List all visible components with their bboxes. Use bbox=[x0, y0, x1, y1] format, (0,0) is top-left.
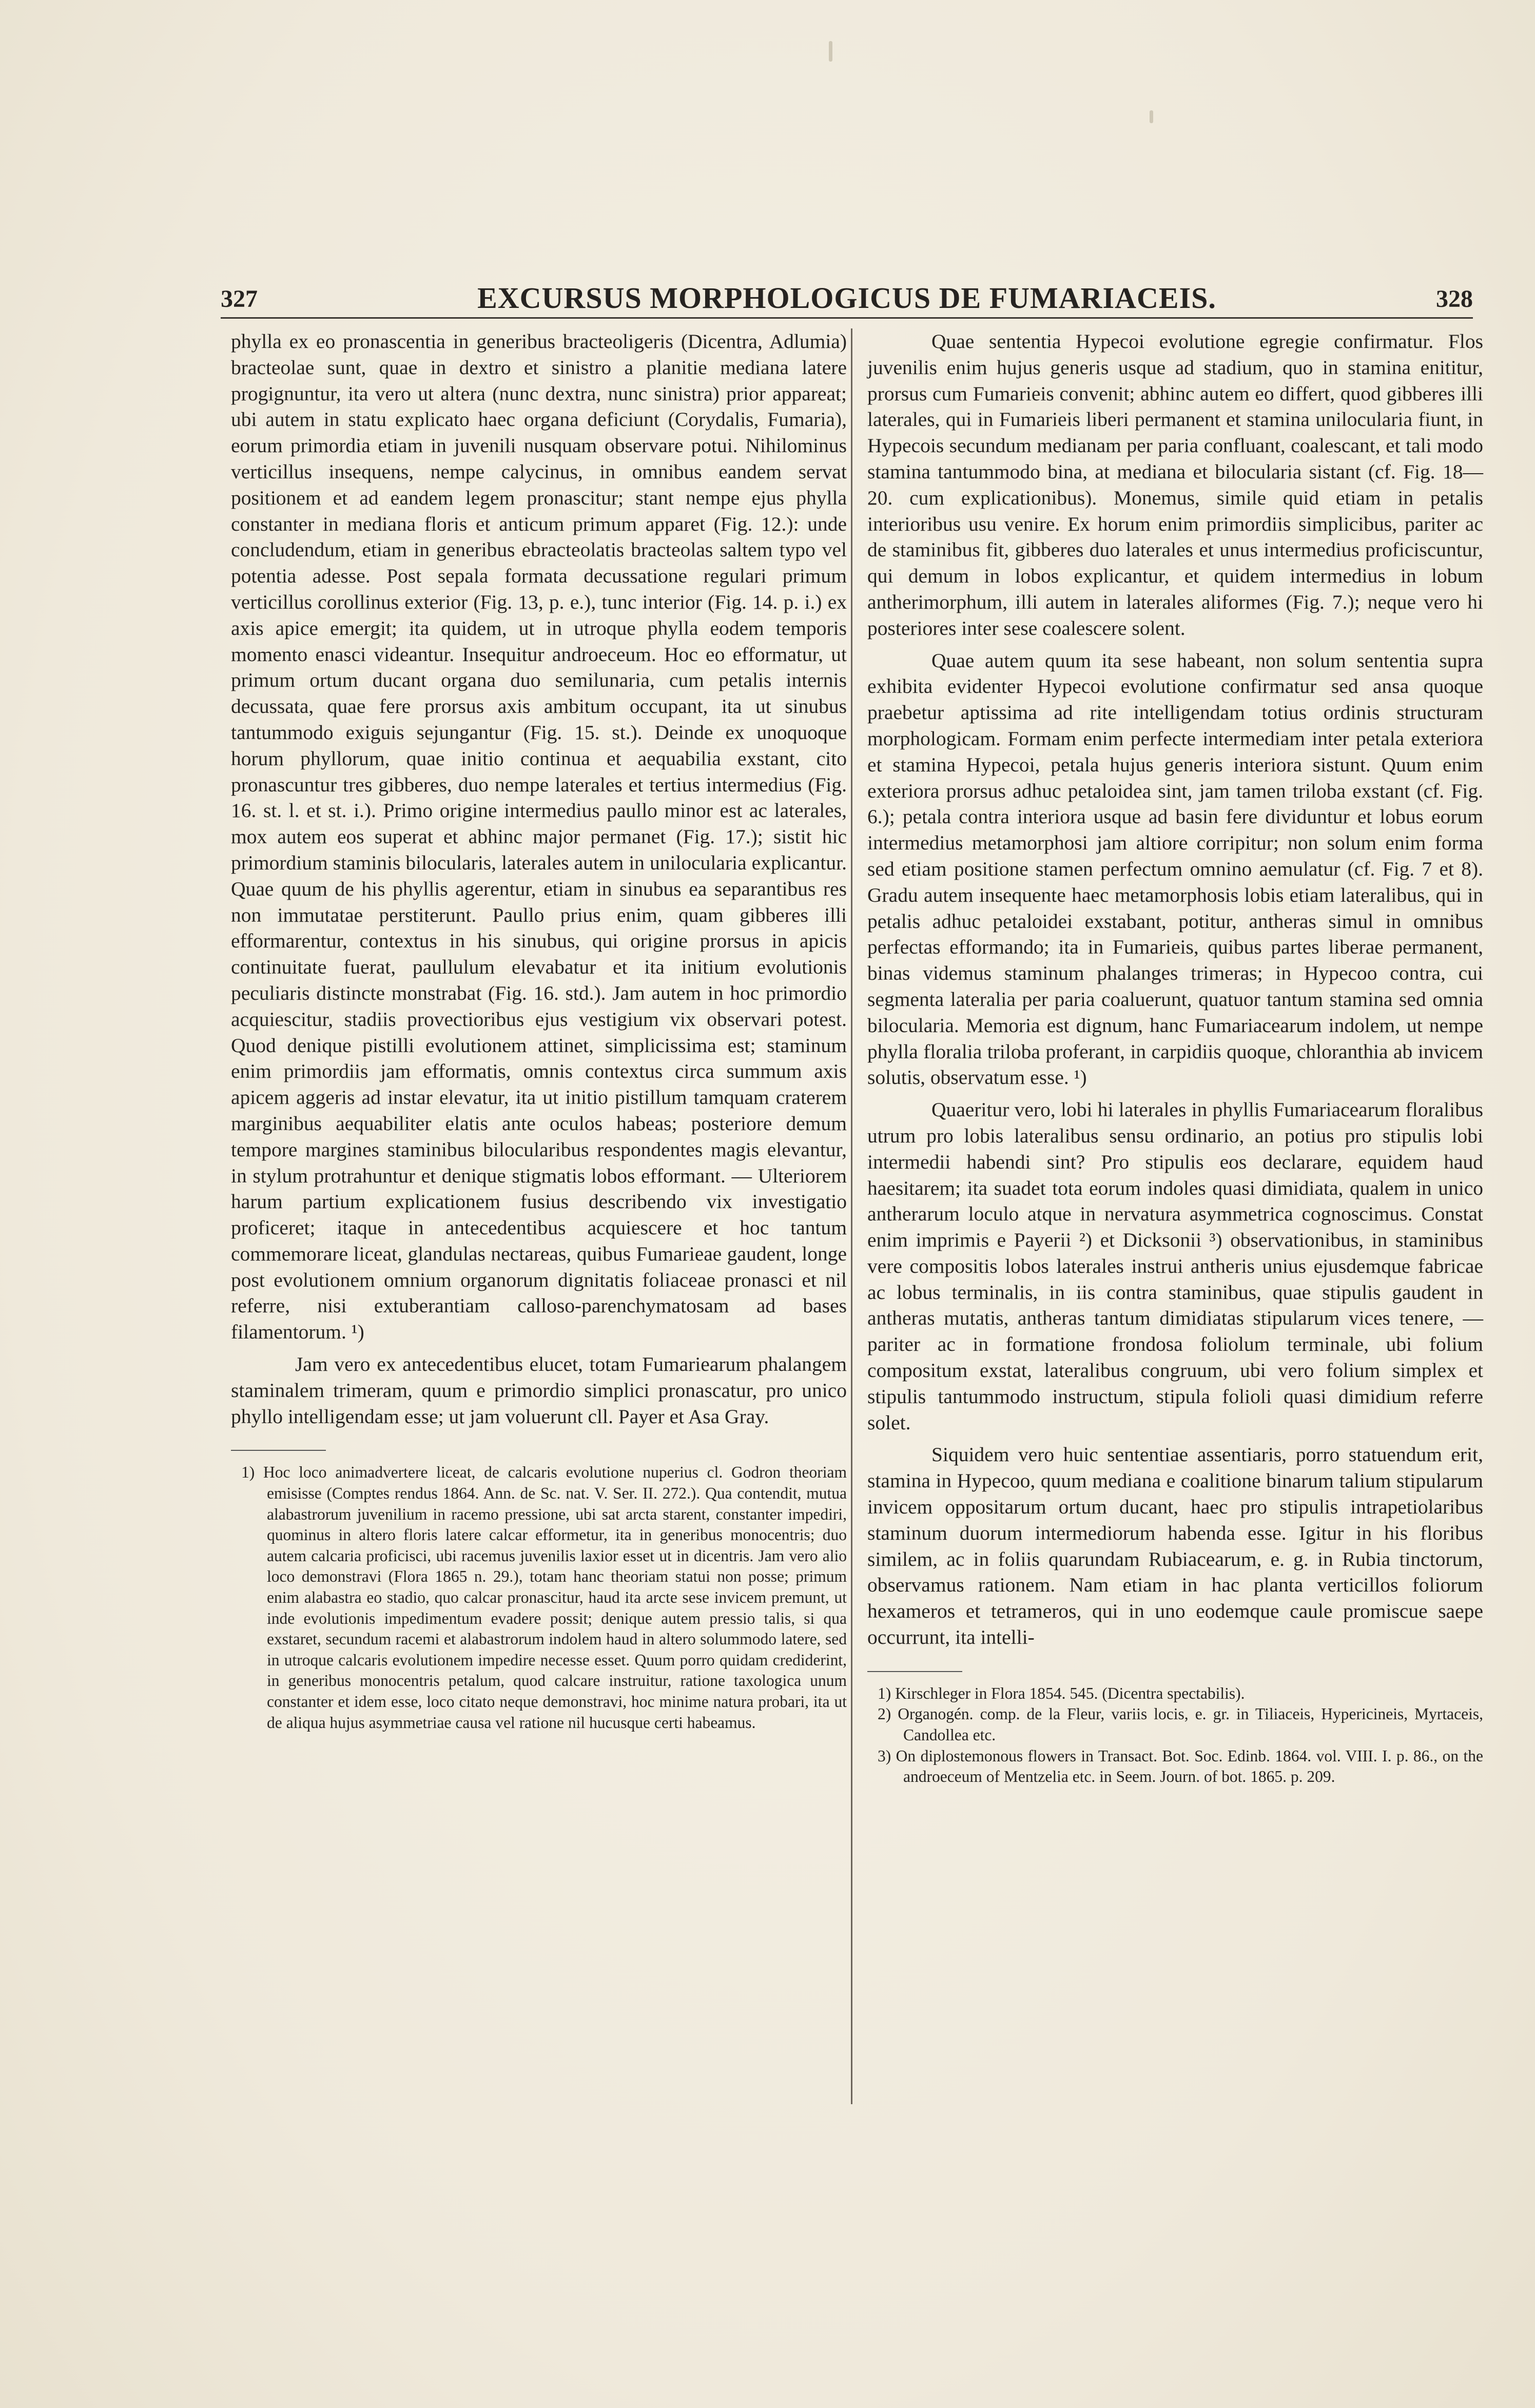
body-paragraph: Quaeritur vero, lobi hi laterales in phyllis Fumariacearum floralibus utrum pro lobis lateralibus sensu ordinario, an potius pro stipulis lobi intermedii habendi sint? Pro stipulis eos declarare, equidem haud haesitarem; ita suadet tota eorum indoles quasi dimidiata, qualem in unico antherarum loculo atque in nervatura asymmetrica cognoscimus. Constat enim imprimis e Payerii ²) et Dicksonii ³) observationibus, in staminibus vere compositis lobos laterales instrui antheris unius ejusdemque fabricae ac lobus terminalis, in iis contra staminibus, quae stipulis gaudent in antheras mutatis, antheras tantum dimidiatas stipularum vices tenere, — pariter ac in formatione frondosa foliolum terminale, ubi folium compositum exstat, lateralibus congruum, ubi vero folium simplex et stipulis tantummodo instructum, stipula folioli quasi dimidium referre solet. bbox=[867, 1098, 1483, 1434]
page-number-right: 328 bbox=[1436, 285, 1473, 313]
running-header bbox=[221, 281, 1473, 326]
running-title: EXCURSUS MORPHOLOGICUS DE FUMARIACEIS. bbox=[477, 281, 1216, 315]
footnotes bbox=[231, 1462, 847, 1733]
footnote-rule bbox=[867, 1671, 962, 1672]
footnote: 2) Organogén. comp. de la Fleur, variis locis, e. gr. in Tiliaceis, Hypericineis, Myrtaceis, Candollea etc. bbox=[878, 1705, 1483, 1744]
page-number-left: 327 bbox=[221, 285, 258, 313]
footnote: 1) Hoc loco animadvertere liceat, de calcaris evolutione nuperius cl. Godron theoriam emisisse (Comptes rendus 1864. Ann. de Sc. nat. V. Ser. II. 272.). Qua contendit, mutua alabastrorum juvenilium in racemo pressione, ubi sat arcta starent, constanter impediri, quominus in altero floris latere calcar efformetur, ita in generibus monocentris; duo autem calcaria proficisci, ubi racemus juvenilis laxior esset ut in dicentris. Jam vero alio loco demonstravi (Flora 1865 n. 29.), totam hanc theoriam statui non posse; primum enim alabastra eo stadio, quo calcar pronascitur, haud ita arcte sese invicem premunt, ut inde evolutionis impedimentum evadere possit; denique autem pressio talis, si qua exstaret, secundum racemi et alabastrorum indolem haud in altero solummodo latere, sed in utroque calcaris evolutionem impedire necesse esset. Quum porro quidam crediderint, in generibus monocentris petalum, quod calcare instruitur, ratione taxologica unum constanter et idem esse, loco citato neque demonstravi, hoc minime natura probari, ita ut de aliqua hujus asymmetriae causa vel ratione nil hucusque certi habeamus. bbox=[241, 1463, 847, 1732]
body-paragraph: Siquidem vero huic sententiae assentiaris, porro statuendum erit, stamina in Hypecoo, quum mediana e coalitione binarum talium stipularum invicem oppositarum ortum ducant, haec pro stipulis intrapetiolaribus staminum duorum intermediorum habenda esse. Igitur in his floribus similem, ac in foliis quarundam Rubiacearum, e. g. in Rubia tinctorum, observamus rationem. Nam etiam in hac planta verticillos foliorum hexameros et tetrameros, qui in uno eodemque caule promiscue saepe occurrunt, ita intelli- bbox=[867, 1443, 1483, 1649]
header-rule bbox=[221, 317, 1473, 319]
footnote-rule bbox=[231, 1450, 326, 1451]
body-paragraph: Quae sententia Hypecoi evolutione egregie confirmatur. Flos juvenilis enim hujus generis usque ad stadium, quo in stamina enititur, prorsus cum Fumarieis convenit; abhinc autem eo differt, quod gibberes illi laterales, qui in Fumarieis liberi permanent et stamina unilocularia fiunt, in Hypecois secundum medianam per paria confluant, coalescant, et tali modo stamina tantummodo bina, at mediana et bilocularia sistant (cf. Fig. 18—20. cum explicationibus). Monemus, simile quid etiam in petalis interioribus usu venire. Ex horum enim primordiis simplicibus, pariter ac de staminibus fit, gibberes duo laterales et unus intermedius proficiscuntur, qui demum in lobos explicantur, et quidem intermedius in lobum antherimorphum, illi autem in laterales aliformes (Fig. 7.); neque vero hi posteriores inter sese coalescere solent. bbox=[867, 330, 1483, 639]
body-paragraph: Quae autem quum ita sese habeant, non solum sententia supra exhibita evidenter Hypecoi evolutione confirmatur sed ansa quoque praebetur aptissima ad rite intelligendam totius ordinis structuram morphologicam. Formam enim perfecte intermediam inter petala exteriora et stamina Hypecoi, petala hujus generis interiora sistunt. Quum enim exteriora prorsus adhuc petaloidea sint, jam tamen triloba exstant (cf. Fig. 6.); petala contra interiora usque ad basin fere dividuntur et lobus eorum intermedius metamorphosi jam altiore corripitur; non solum enim forma sed etiam positione stamen perfectum omnino aemulatur (cf. Fig. 7 et 8). Gradu autem insequente haec metamorphosis lobis etiam lateralibus, qui in petalis adhuc petaloidei exstabant, potitur, antheras simul in omnibus perfectas efformando; ita in Fumarieis, quibus partes liberae permanent, binas videmus staminum phalanges trimeras; in Hypecoo contra, cui segmenta lateralia per paria coaluerunt, quatuor tantum stamina sed omnia bilocularia. Memoria est dignum, hanc Fumariacearum indolem, ut nempe phylla floralia triloba proferant, in carpidiis quoque, chloranthia ab invicem solutis, observatum esse. ¹) bbox=[867, 649, 1483, 1089]
left-column bbox=[231, 328, 847, 1733]
footnote: 3) On diplostemonous flowers in Transact. Bot. Soc. Edinb. 1864. vol. VIII. I. p. 86., on the androeceum of Mentzelia etc. in Seem. Journ. of bot. 1865. p. 209. bbox=[878, 1746, 1483, 1786]
body-paragraph: Jam vero ex antecedentibus elucet, totam Fumariearum phalangem staminalem trimeram, quum e primordio simplici pronascatur, pro unico phyllo intelligendam esse; ut jam voluerunt cll. Payer et Asa Gray. bbox=[231, 1353, 847, 1428]
column-divider bbox=[851, 328, 852, 2104]
body-paragraph: phylla ex eo pronascentia in generibus bracteoligeris (Dicentra, Adlumia) bracteolae sunt, quae in dextro et sinistro a planitie mediana latere progignuntur, ita vero ut altera (nunc dextra, nunc sinistra) prior appareat; ubi autem in statu explicato haec organa deficiunt (Corydalis, Fumaria), eorum primordia etiam in juvenili nusquam observare potui. Nihilominus verticillus insequens, nempe calycinus, in omnibus eandem servat positionem et ad eandem legem pronascitur; stant nempe ejus phylla constanter in mediana floris et anticum primum apparet (Fig. 12.): unde concludendum, etiam in generibus ebracteolatis bracteolas saltem typo vel potentia adesse. Post sepala formata decussatione regulari primum verticillus corollinus exterior (Fig. 13, p. e.), tunc interior (Fig. 14. p. i.) ex axis apice emergit; ita quidem, ut in utroque phylla eodem temporis momento enasci videantur. Insequitur androeceum. Hoc eo efformatur, ut primum ortum ducant organa duo semilunaria, cum petalis internis decussata, quae fere prorsus axis ambitum occupant, ita ut sinubus tantummodo exiguis sejungantur (Fig. 15. st.). Deinde ex unoquoque horum phyllorum, quae initio continua et aequabilia exstant, cito pronascuntur tres gibberes, duo nempe laterales et tertius intermedius (Fig. 16. st. l. et st. i.). Primo origine intermedius paullo minor est ac laterales, mox autem eos superat et abhinc major permanet (Fig. 17.); sistit hic primordium staminis bilocularis, laterales autem in unilocularia explicantur. Quae quum de his phyllis agerentur, etiam in sinubus ea separantibus res non immutatae perstiterunt. Paullo prius enim, quam gibberes illi efformarentur, contextus in his sinubus, qui origine prorsus in apicis continuitate fuerat, paullulum elevabatur et ita initium evolutionis peculiaris distincte monstrabat (Fig. 16. std.). Jam autem in hoc primordio acquiescitur, stadiis provectioribus ejus vestigium vix observari potest. Quod denique pistilli evolutionem attinet, simplicissima est; staminum enim primordiis jam efformatis, omnis contextus circa summum axis apicem aggeris ad instar elevatur, ita ut initio pistillum tamquam craterem marginibus aequabiliter elatis ante oculos habeas; posteriore demum tempore margines staminibus bilocularibus respondentes magis elevantur, in stylum protrahuntur et denique stigmatis lobos efformant. — Ulteriorem harum partium explicationem fusius describendo vix investigatio proficeret; itaque in antecedentibus acquiescere et hoc tantum commemorare liceat, glandulas nectareas, quibus Fumarieae gaudent, longe post evolutionem omnium organorum dignitatis foliaceae pronasci et nil referre, nisi extuberantiam calloso-parenchymatosam ad bases filamentorum. ¹) bbox=[231, 330, 847, 1344]
paper-blemish bbox=[1150, 110, 1153, 123]
paper-blemish bbox=[829, 41, 832, 62]
right-column bbox=[867, 328, 1483, 1788]
footnotes bbox=[867, 1683, 1483, 1788]
footnote: 1) Kirschleger in Flora 1854. 545. (Dicentra spectabilis). bbox=[878, 1684, 1245, 1702]
